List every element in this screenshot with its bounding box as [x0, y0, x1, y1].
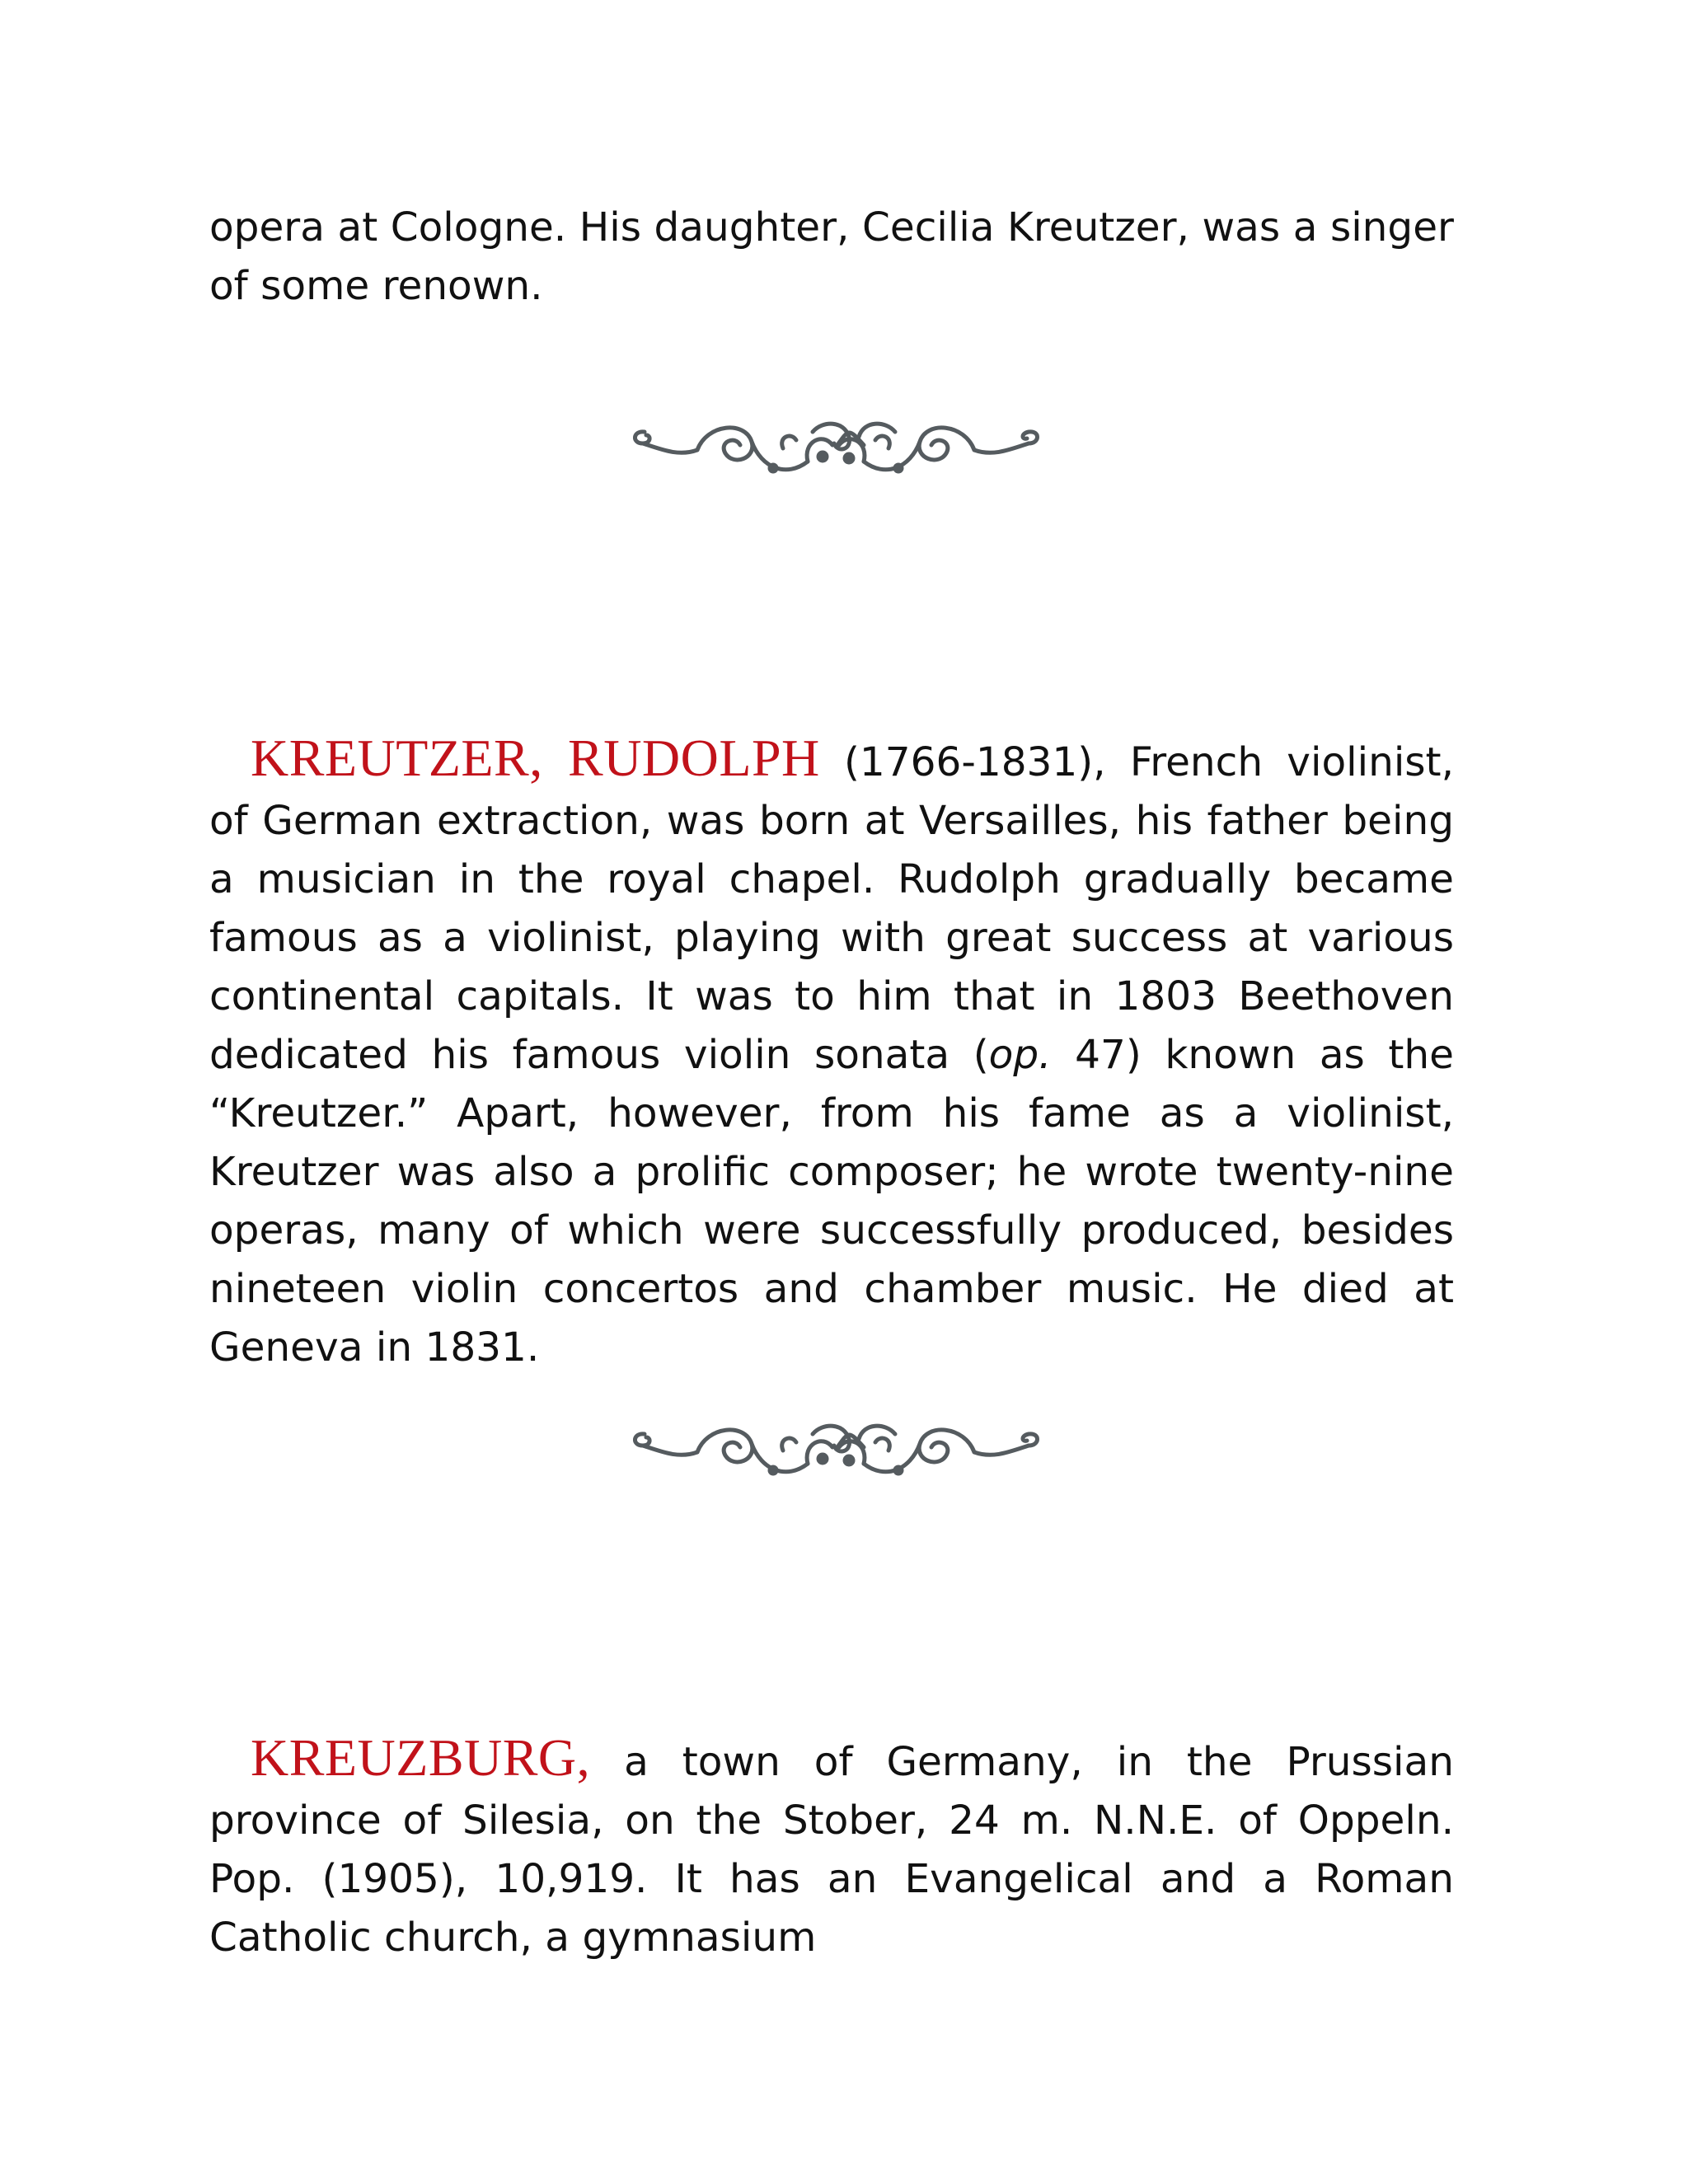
entry-headword: KREUZBURG,: [251, 1728, 591, 1787]
entry-text: (1766-1831), French violinist, of German extraction, was born at Versailles, his father being a musician in the royal chapel. Rudolph gradually became famous as a violinist, playing with great success at various continental capitals. It was to him that in 1803 Beethoven dedicated his famous violin sonata (: [209, 739, 1454, 1078]
entry-headword: KREUTZER, RUDOLPH: [251, 729, 820, 787]
entry-kreuzburg: [209, 1728, 1454, 1967]
scroll-ornament-icon: [621, 1401, 1050, 1493]
scroll-ornament-graphic: [621, 1401, 1050, 1493]
paragraph-text: opera at Cologne. His daughter, Cecilia Kreutzer, was a singer of some renown.: [209, 204, 1454, 309]
entry-paragraph: [209, 1728, 1454, 1967]
continued-paragraph: [209, 199, 1454, 316]
entry-italic-text: op.: [988, 1032, 1052, 1078]
scroll-ornament-graphic: [621, 399, 1050, 491]
entry-kreutzer-rudolph: [209, 729, 1454, 1377]
scroll-ornament-icon: [621, 399, 1050, 491]
entry-text: a town of Germany, in the Prussian province of Silesia, on the Stober, 24 m. N.N.E. of Oppeln. Pop. (1905), 10,919. It has an Evangelical and a Roman Catholic church, a gymnasium: [209, 1739, 1454, 1961]
entry-text-continued: 47) known as the “Kreutzer.” Apart, however, from his fame as a violinist, Kreutzer was also a prolific composer; he wrote twenty-nine operas, many of which were successfully produced, besides nineteen violin concertos and chamber music. He died at Geneva in 1831.: [209, 1032, 1454, 1371]
entry-paragraph: [209, 729, 1454, 1377]
